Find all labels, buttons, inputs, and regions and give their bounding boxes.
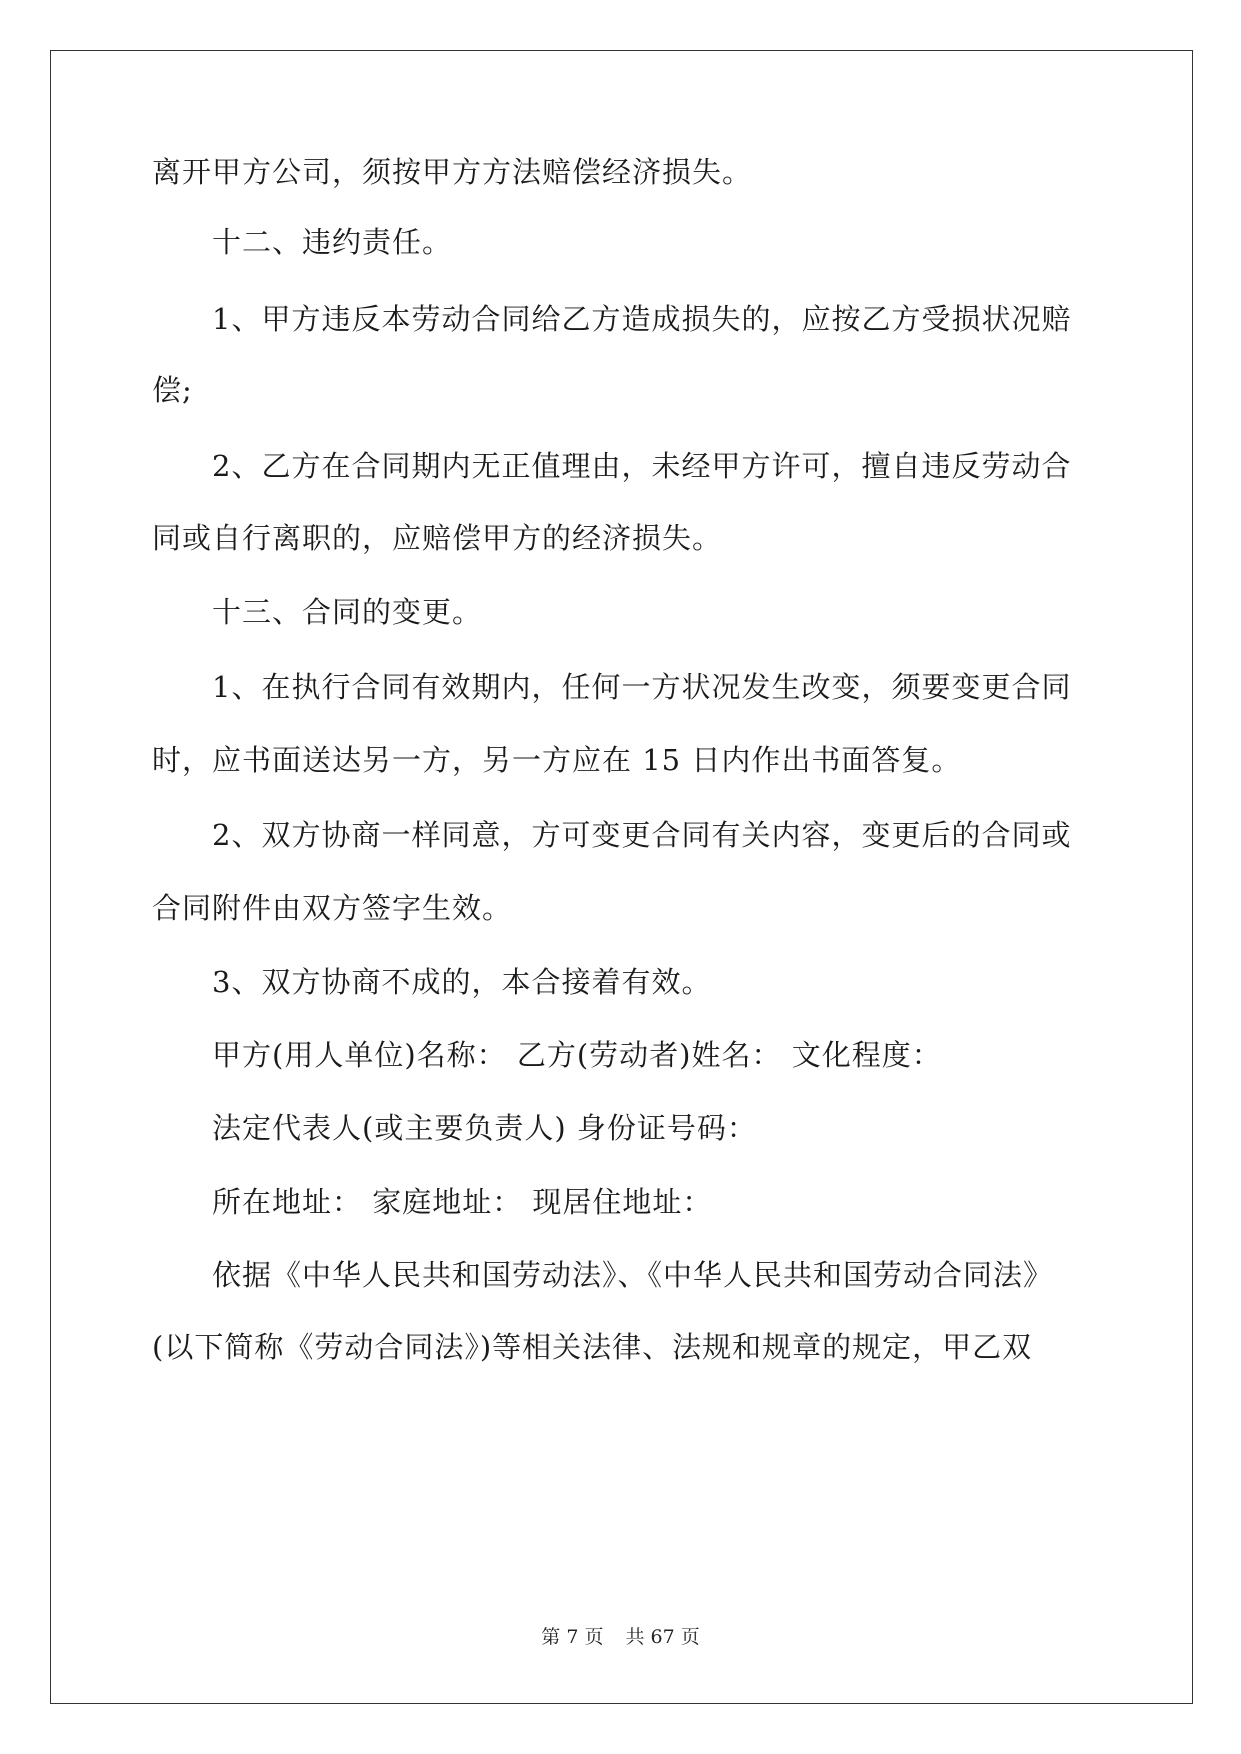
text-line: 3、双方协商不成的，本合接着有效。	[212, 965, 712, 999]
text-line: (以下简称《劳动合同法》)等相关法律、法规和规章的规定，甲乙双	[152, 1330, 1033, 1364]
form-field-line: 所在地址： 家庭地址： 现居住地址：	[212, 1185, 713, 1219]
page-footer	[0, 1622, 1241, 1649]
form-field-line: 甲方(用人单位)名称： 乙方(劳动者)姓名： 文化程度：	[212, 1038, 942, 1072]
text-line: 同或自行离职的，应赔偿甲方的经济损失。	[152, 521, 723, 555]
form-field-line: 法定代表人(或主要负责人) 身份证号码：	[212, 1111, 757, 1145]
text-line: 2、乙方在合同期内无正值理由，未经甲方许可，擅自违反劳动合	[212, 449, 1072, 483]
page-total: 共 67 页	[625, 1626, 700, 1648]
text-line: 1、在执行合同有效期内，任何一方状况发生改变，须要变更合同	[212, 670, 1072, 704]
text-line: 合同附件由双方签字生效。	[152, 891, 513, 925]
text-line: 偿;	[152, 373, 193, 407]
text-line: 1、甲方违反本劳动合同给乙方造成损失的，应按乙方受损状况赔	[212, 302, 1072, 336]
text-line: 离开甲方公司，须按甲方方法赔偿经济损失。	[152, 155, 753, 189]
page-number: 第 7 页	[541, 1626, 604, 1648]
section-heading: 十三、合同的变更。	[212, 595, 483, 629]
section-heading: 十二、违约责任。	[212, 225, 453, 259]
text-line: 时，应书面送达另一方，另一方应在 15 日内作出书面答复。	[152, 743, 962, 777]
text-line: 依据《中华人民共和国劳动法》、《中华人民共和国劳动合同法》	[212, 1258, 1054, 1292]
text-line: 2、双方协商一样同意，方可变更合同有关内容，变更后的合同或	[212, 818, 1072, 852]
